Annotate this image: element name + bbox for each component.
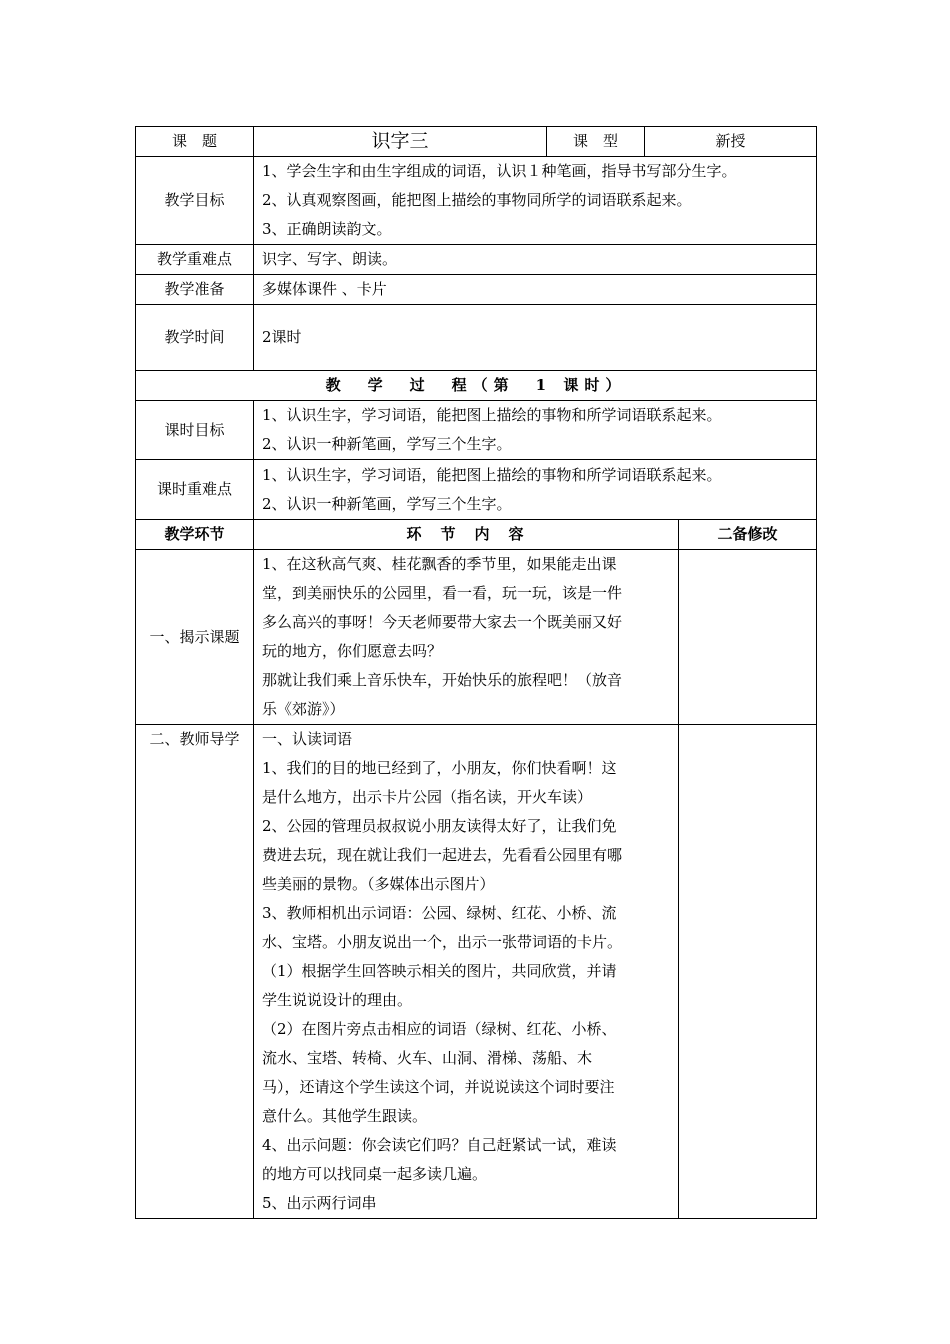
objectives-label: 教学目标: [136, 157, 254, 245]
time-row: [136, 305, 817, 371]
objectives-line: 1、学会生字和由生字组成的词语，认识１种笔画，指导书写部分生字。: [262, 162, 737, 180]
column-stage-header: 教学环节: [136, 520, 254, 550]
column-revision-header: 二备修改: [679, 520, 817, 550]
preparation-value: 多媒体课件 、卡片: [254, 275, 817, 305]
lesson-goals-line: 1、认识生字，学习词语，能把图上描绘的事物和所学词语联系起来。: [262, 406, 722, 424]
stage-line: 费进去玩，现在就让我们一起进去，先看看公园里有哪: [262, 846, 623, 864]
preparation-row: [136, 275, 817, 305]
stage-name: 二、教师导学: [136, 725, 254, 1219]
stage-line: （1）根据学生回答映示相关的图片，共同欣赏，并请: [262, 962, 617, 980]
column-content-header: 环 节 内 容: [254, 520, 679, 550]
type-label: 课 型: [547, 127, 645, 157]
objectives-row: [136, 157, 817, 245]
stage-line: 的地方可以找同桌一起多读几遍。: [262, 1165, 488, 1183]
stage-content: [254, 550, 679, 725]
topic-value: 识字三: [254, 127, 547, 157]
process-title-row: [136, 371, 817, 401]
stage-line: 2、公园的管理员叔叔说小朋友读得太好了，让我们免: [262, 817, 617, 835]
stage-content: [254, 725, 679, 1219]
stage-line: 是什么地方，出示卡片公园（指名读，开火车读）: [262, 788, 593, 806]
stage-row: [136, 550, 817, 725]
lesson-goals-label: 课时目标: [136, 401, 254, 460]
stage-line: 些美丽的景物。（多媒体出示图片）: [262, 875, 495, 893]
stage-line: 4、出示问题：你会读它们吗？自己赶紧试一试，难读: [262, 1136, 617, 1154]
key-points-row: [136, 245, 817, 275]
lesson-goals-row: [136, 401, 817, 460]
stage-line: 玩的地方，你们愿意去吗？: [262, 642, 443, 660]
lesson-goals-content: [254, 401, 817, 460]
stage-line: 一、认读词语: [262, 730, 353, 748]
stage-line: 堂，到美丽快乐的公园里，看一看，玩一玩，该是一件: [262, 584, 623, 602]
objectives-content: [254, 157, 817, 245]
key-points-label: 教学重难点: [136, 245, 254, 275]
lesson-key-line: 1、认识生字，学习词语，能把图上描绘的事物和所学词语联系起来。: [262, 465, 722, 484]
stage-revision-cell: [679, 550, 817, 725]
time-label: 教学时间: [136, 305, 254, 371]
stage-revision-cell: [679, 725, 817, 1219]
stage-line: 那就让我们乘上音乐快车，开始快乐的旅程吧！（放音: [262, 671, 623, 689]
objectives-line: 2、认真观察图画，能把图上描绘的事物同所学的词语联系起来。: [262, 191, 692, 209]
time-value: 2课时: [254, 305, 817, 371]
key-points-value: 识字、写字、朗读。: [254, 245, 817, 275]
topic-label: 课 题: [136, 127, 254, 157]
stage-line: 多么高兴的事呀！今天老师要带大家去一个既美丽又好: [262, 613, 623, 631]
lesson-key-label: 课时重难点: [136, 460, 254, 520]
preparation-label: 教学准备: [136, 275, 254, 305]
stage-line: 学生说说设计的理由。: [262, 991, 413, 1009]
columns-header-row: [136, 520, 817, 550]
stage-line: 1、我们的目的地已经到了，小朋友，你们快看啊！这: [262, 759, 617, 777]
stage-line: 水、宝塔。小朋友说出一个，出示一张带词语的卡片。: [262, 933, 623, 951]
stage-line: 3、教师相机出示词语：公园、绿树、红花、小桥、流: [262, 904, 617, 922]
stage-name: 一、揭示课题: [136, 550, 254, 725]
stage-line: 意什么。其他学生跟读。: [262, 1107, 428, 1125]
stage-line: 5、出示两行词串: [262, 1194, 377, 1212]
stage-line: （2）在图片旁点击相应的词语（绿树、红花、小桥、: [262, 1020, 617, 1038]
stage-line: 乐《郊游》）: [262, 700, 345, 718]
process-title: 教 学 过 程（第 1 课时）: [136, 371, 817, 401]
lesson-goals-line: 2、认识一种新笔画，学写三个生字。: [262, 435, 512, 453]
objectives-line: 3、正确朗读韵文。: [262, 220, 392, 238]
lesson-key-row: [136, 460, 817, 520]
lesson-key-content: [254, 460, 817, 520]
stage-line: 1、在这秋高气爽、桂花飘香的季节里，如果能走出课: [262, 555, 617, 573]
type-value: 新授: [645, 127, 817, 157]
lesson-plan-table: [135, 126, 817, 1219]
stage-line: 流水、宝塔、转椅、火车、山洞、滑梯、荡船、木: [262, 1049, 593, 1067]
lesson-key-line: 2、认识一种新笔画，学写三个生字。: [262, 494, 512, 513]
header-row: [136, 127, 817, 157]
stage-line: 马），还请这个学生读这个词，并说说读这个词时要注: [262, 1078, 615, 1096]
lesson-plan-page: [135, 126, 816, 1219]
stage-row: [136, 725, 817, 1219]
